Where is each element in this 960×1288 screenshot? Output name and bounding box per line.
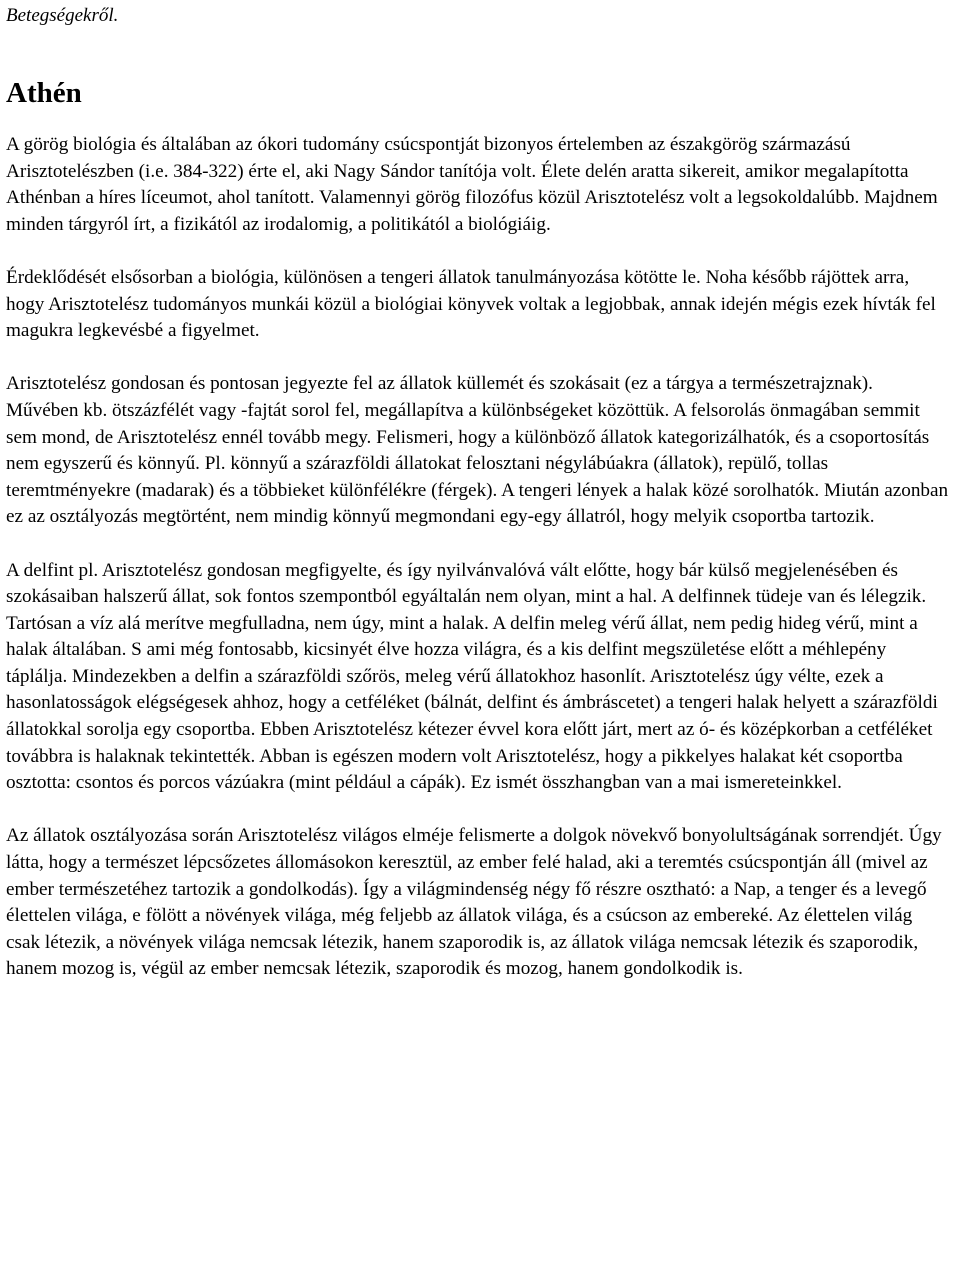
document-page [0, 4, 960, 1288]
paragraph-2: Érdeklődését elsősorban a biológia, különösen a tengeri állatok tanulmányozása kötötte le. Noha később rájöttek arra, hogy Arisztotelész tudományos munkái közül a biológiai könyvek voltak a legjobbak, annak idején mégis ezek hívták fel magukra legkevésbé a figyelmet. [6, 266, 936, 342]
page-title: Athén [6, 77, 82, 109]
article-body [6, 132, 950, 983]
paragraph-3: Arisztotelész gondosan és pontosan jegyezte fel az állatok küllemét és szokásait (ez a tárgya a természetrajznak). Művében kb. ötszázfélét vagy -fajtát sorol fel, megállapítva a különbségeket közöttük. A felsorolás önmagában semmit sem mond, de Arisztotelész ennél tovább megy. Felismeri, hogy a különböző állatok kategorizálhatók, és a csoportosítás nem egyszerű és könnyű. Pl. könnyű a szárazföldi állatokat felosztani négylábúakra (állatok), repülő, tollas teremtményekre (madarak) és a többieket különfélékre (férgek). A tengeri lények a halak közé sorolhatók. Miután azonban ez az osztályozás megtörtént, nem mindig könnyű megmondani egy-egy állatról, hogy melyik csoportba tartozik. [6, 373, 949, 528]
paragraph-5: Az állatok osztályozása során Arisztotelész világos elméje felismerte a dolgok növekvő bonyolultságának sorrendjét. Úgy látta, hogy a természet lépcsőzetes állomásokon keresztül, az ember felé halad, aki a teremtés csúcspontján áll (mivel az ember természetéhez tartozik a gondolkodás). Így a világmindenség négy fő részre osztható: a Nap, a tenger és a levegő élettelen világa, e fölött a növények világa, még feljebb az állatok világa, és a csúcson az embereké. Az élettelen világ csak létezik, a növények világa nemcsak létezik, hanem szaporodik is, az állatok világa nemcsak létezik és szaporodik, hanem mozog is, végül az ember nemcsak létezik, szaporodik és mozog, hanem gondolkodik is. [6, 825, 942, 980]
running-header: Betegségekről. [6, 5, 119, 26]
paragraph-1: A görög biológia és általában az ókori tudomány csúcspontját bizonyos értelemben az északgörög származású Arisztotelészben (i.e. 384-322) érte el, aki Nagy Sándor tanítója volt. Élete delén aratta sikereit, amikor megalapította Athénban a híres líceumot, ahol tanított. Valamennyi görög filozófus közül Arisztotelész volt a legsokoldalúbb. Majdnem minden tárgyról írt, a fizikától az irodalomig, a politikától a biológiáig. [6, 134, 938, 235]
paragraph-4: A delfint pl. Arisztotelész gondosan megfigyelte, és így nyilvánvalóvá vált előtte, hogy bár külső megjelenésében és szokásaiban halszerű állat, sok fontos szempontból egyáltalán nem olyan, mint a hal. A delfinnek tüdeje van és lélegzik. Tartósan a víz alá merítve megfulladna, nem úgy, mint a halak. A delfin meleg vérű állat, nem pedig hideg vérű, mint a halak általában. S ami még fontosabb, kicsinyét élve hozza világra, és a kis delfint megszületése előtt a méhlepény táplálja. Mindezekben a delfin a szárazföldi szőrös, meleg vérű állatokhoz hasonlít. Arisztotelész úgy vélte, ezek a hasonlatosságok elégségesek ahhoz, hogy a cetféléket (bálnát, delfint és ámbráscetet) a tengeri halak helyett a szárazföldi állatokkal sorolja egy csoportba. Ebben Arisztotelész kétezer évvel kora előtt járt, mert az ó- és középkorban a cetféléket továbbra is halaknak tekintették. Abban is egészen modern volt Arisztotelész, hogy a pikkelyes halakat két csoportba osztotta: csontos és porcos vázúakra (mint például a cápák). Ez ismét összhangban van a mai ismereteinkkel. [6, 559, 938, 794]
